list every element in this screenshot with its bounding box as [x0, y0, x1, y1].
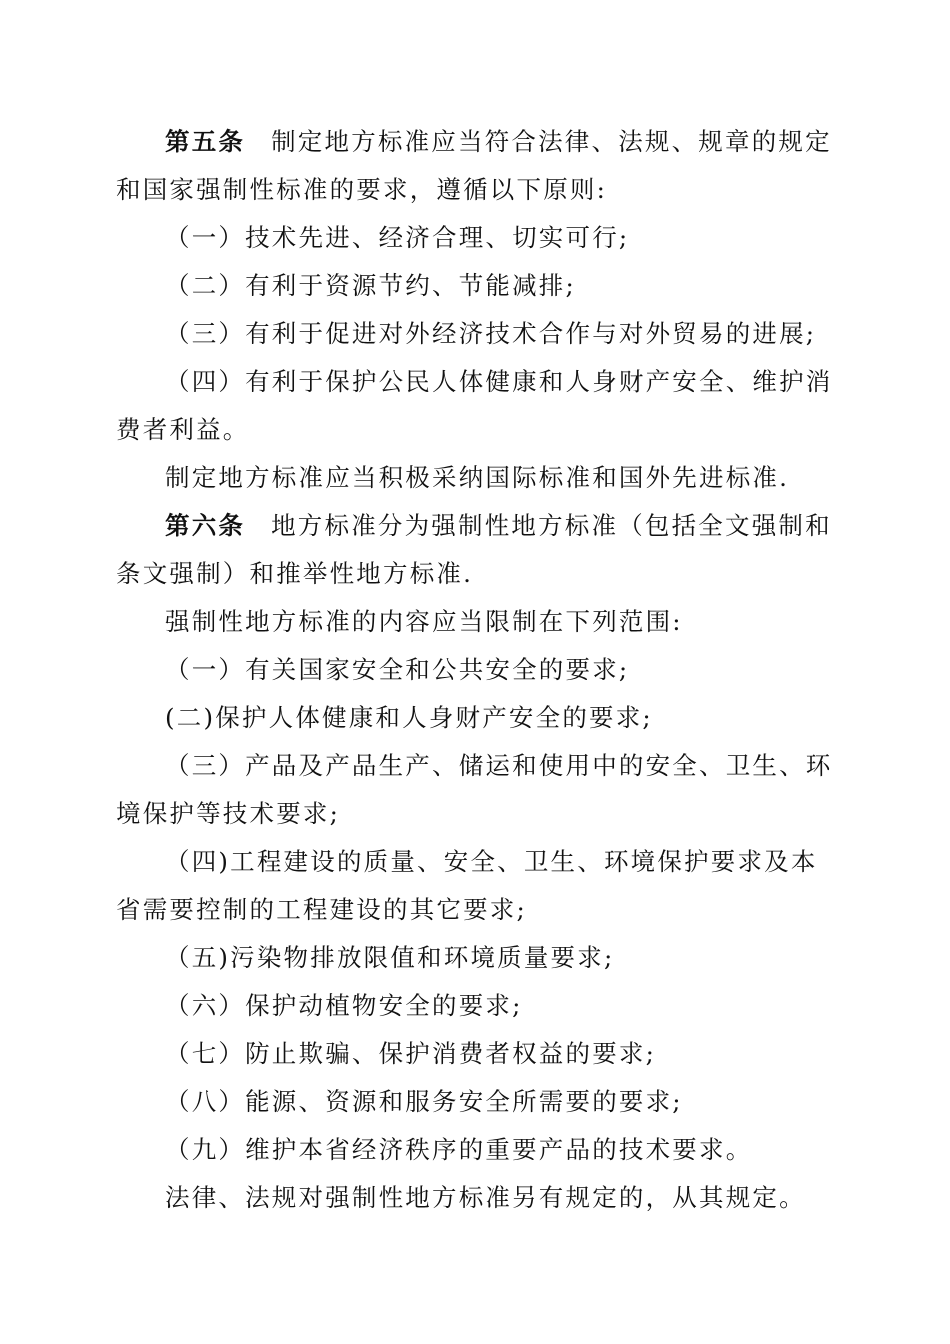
article-6-item-7: （七）防止欺骗、保护消费者权益的要求; [165, 1039, 657, 1068]
article-5-item-1: （一）技术先进、经济合理、切实可行; [165, 223, 630, 252]
article-6-item-1: （一）有关国家安全和公共安全的要求; [165, 655, 630, 684]
article-6-scope-intro: 强制性地方标准的内容应当限制在下列范围: [165, 607, 683, 636]
article-6-item-5: （五)污染物排放限值和环境质量要求; [165, 943, 615, 972]
article-6-item-4: （四)工程建设的质量、安全、卫生、环境保护要求及本省需要控制的工程建设的其它要求; [116, 847, 818, 924]
article-5-text: 制定地方标准应当符合法律、法规、规章的规定和国家强制性标准的要求，遵循以下原则: [116, 127, 832, 204]
article-6-closing: 法律、法规对强制性地方标准另有规定的，从其规定。 [165, 1183, 806, 1212]
article-5-item-4: （四）有利于保护公民人体健康和人身财产安全、维护消费者利益。 [116, 367, 833, 444]
article-5-item-3: （三）有利于促进对外经济技术合作与对外贸易的进展; [165, 319, 817, 348]
article-6-item-8: （八）能源、资源和服务安全所需要的要求; [165, 1087, 683, 1116]
article-6-item-9: （九）维护本省经济秩序的重要产品的技术要求。 [165, 1135, 753, 1164]
article-6-text: 地方标准分为强制性地方标准（包括全文强制和条文强制）和推举性地方标准. [116, 511, 832, 588]
article-5-label: 第五条 [165, 127, 246, 156]
article-6-item-2: (二)保护人体健康和人身财产安全的要求; [165, 703, 653, 732]
article-5-closing: 制定地方标准应当积极采纳国际标准和国外先进标准. [165, 463, 790, 492]
article-6-label: 第六条 [165, 511, 246, 540]
document-page [116, 118, 838, 1222]
article-6-item-6: （六）保护动植物安全的要求; [165, 991, 523, 1020]
article-6-paragraph [116, 502, 838, 598]
article-6-item-3: （三）产品及产品生产、储运和使用中的安全、卫生、环境保护等技术要求; [116, 751, 833, 828]
article-5-item-2: （二）有利于资源节约、节能减排; [165, 271, 576, 300]
article-5-paragraph [116, 118, 838, 214]
